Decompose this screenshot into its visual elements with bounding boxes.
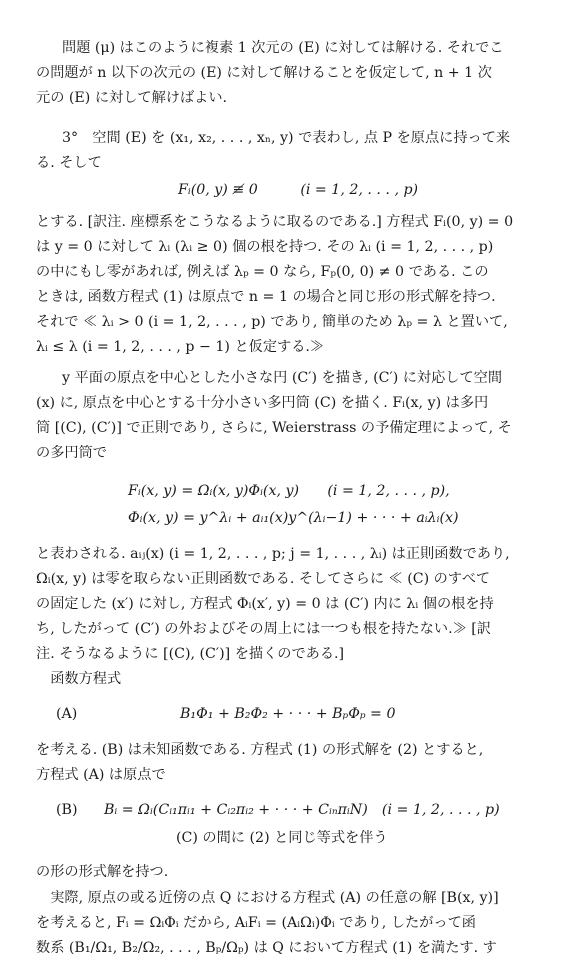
text-line: ときは, 函数方程式 (1) は原点で n = 1 の場合と同じ形の形式解を持つ. [36, 289, 496, 305]
text-line: 注. そうなるように [(C), (C′)] を描くのである.] [36, 646, 345, 662]
text-line: とする. [訳注. 座標系をこうなるように取るのである.] 方程式 Fᵢ(0, y) = 0 [36, 214, 514, 230]
text-line: Ωᵢ(x, y) は零を取らない正則函数である. そしてさらに ≪ (C) のすべて [36, 571, 491, 587]
text-line: それで ≪ λᵢ > 0 (i = 1, 2, . . . , p) であり, 簡単のため λₚ = λ と置いて, [36, 314, 508, 330]
text-line: 問題 (μ) はこのように複素 1 次元の (E) に対しては解ける. それでこ [62, 40, 504, 56]
text-line: 数系 (B₁/Ω₁, B₂/Ω₂, . . . , Bₚ/Ωₚ) は Q において方程式 (1) を満たす. す [36, 940, 497, 956]
text-line: λᵢ ≤ λ (i = 1, 2, . . . , p − 1) と仮定する.≫ [36, 339, 325, 355]
text-line: の問題が n 以下の次元の (E) に対して解けることを仮定して, n + 1 次 [36, 65, 492, 81]
equation-b: Bᵢ = Ωᵢ(Cᵢ₁πᵢ₁ + Cᵢ₂πᵢ₂ + · · · + CᵢₙπᵢN) (i = 1, 2, . . . , p) [104, 802, 500, 818]
text-line: 元の (E) に対して解けばよい. [36, 90, 228, 106]
formula-weierstrass-factorization: Fᵢ(x, y) = Ωᵢ(x, y)Φᵢ(x, y) (i = 1, 2, . . . , p), [128, 483, 450, 499]
text-line: 函数方程式 [36, 671, 122, 687]
text-line: ち, したがって (C′) の外およびその周上には一つも根を持たない.≫ [訳 [36, 621, 491, 637]
formula-weierstrass-polynomial: Φᵢ(x, y) = y^λᵢ + aᵢ₁(x)y^(λᵢ−1) + · · · + aᵢλᵢ(x) [128, 510, 459, 526]
text-line: は y = 0 に対して λᵢ (λᵢ ≥ 0) 個の根を持つ. その λᵢ (i = 1, 2, . . . , p) [36, 239, 494, 255]
text-line: を考えると, Fᵢ = ΩᵢΦᵢ だから, AᵢFᵢ = (AᵢΩᵢ)Φᵢ であり, したがって函 [36, 915, 476, 931]
text-line: y 平面の原点を中心とした小さな円 (C′) を描き, (C′) に対応して空間 [62, 370, 503, 386]
text-line: の固定した (x′) に対し, 方程式 Φᵢ(x′, y) = 0 は (C′) 内に λᵢ 個の根を持 [36, 596, 494, 612]
text-line: の中にもし零があれば, 例えば λₚ = 0 なら, Fₚ(0, 0) ≠ 0 である. この [36, 264, 489, 280]
text-line: 実際, 原点の或る近傍の点 Q における方程式 (A) の任意の解 [B(x, y)] [36, 890, 499, 906]
text-line: 筒 [(C), (C′)] で正則であり, さらに, Weierstrass の予備定理によって, そ [36, 420, 512, 436]
equation-label-b: (B) [56, 802, 78, 818]
text-line: (x) に, 原点を中心とする十分小さい多円筒 (C) を描く. Fᵢ(x, y) は多円 [36, 395, 489, 411]
equation-b-note: (C) の間に (2) と同じ等式を伴う [176, 830, 388, 846]
formula-fi-nonzero: Fᵢ(0, y) ≢ 0 (i = 1, 2, . . . , p) [178, 182, 419, 198]
equation-a: B₁Φ₁ + B₂Φ₂ + · · · + BₚΦₚ = 0 [180, 706, 396, 722]
text-line: る. そして [36, 155, 102, 171]
text-line: の多円筒で [36, 445, 107, 461]
text-line: と表わされる. aᵢⱼ(x) (i = 1, 2, . . . , p; j = 1, . . . , λᵢ) は正則函数であり, [36, 546, 510, 562]
equation-label-a: (A) [56, 706, 78, 722]
text-line: を考える. (B) は未知函数である. 方程式 (1) の形式解を (2) とすると, [36, 742, 484, 758]
text-line: 方程式 (A) は原点で [36, 767, 166, 783]
text-line: 3° 空間 (E) を (x₁, x₂, . . . , xₙ, y) で表わし, 点 P を原点に持って来 [62, 130, 511, 146]
text-line: の形の形式解を持つ. [36, 864, 169, 880]
